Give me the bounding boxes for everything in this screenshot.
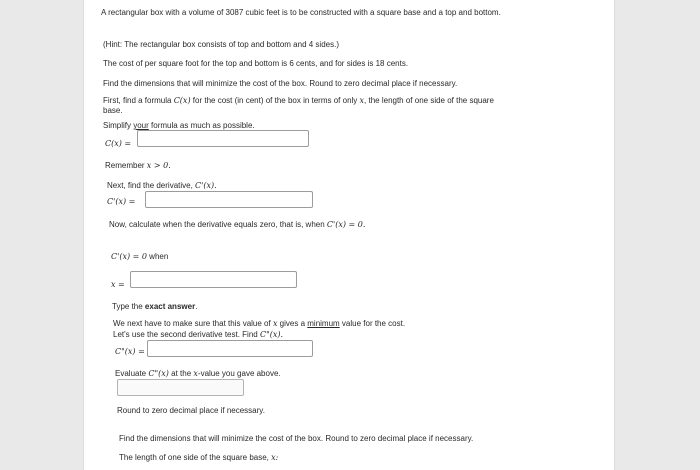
critical-x-label: x =	[111, 280, 125, 289]
round-note: Round to zero decimal place if necessary.	[117, 406, 265, 415]
remember-note: Remember x > 0.	[105, 161, 171, 170]
problem-cost: The cost of per square foot for the top and bottom is 6 cents, and for sides is 18 cents.	[103, 59, 409, 68]
step5-instruction: Evaluate C"(x) at the x-value you gave above.	[115, 369, 281, 378]
side-length-label: The length of one side of the square base, x:	[119, 453, 279, 462]
step1-simplify-note: Simplify your formula as much as possible.	[103, 121, 255, 130]
second-derivative-value-input[interactable]	[117, 379, 244, 396]
second-derivative-label: C"(x) =	[115, 347, 145, 356]
step1-instruction: First, find a formula C(x) for the cost (in cent) of the box in terms of only x, the length of one side of the square base.	[103, 96, 494, 115]
problem-sheet	[83, 0, 615, 470]
derivative-zero-label: C'(x) = 0 when	[111, 252, 169, 261]
problem-hint: (Hint: The rectangular box consists of top and bottom and 4 sides.)	[103, 40, 339, 49]
step4-instruction-line2: Let's use the second derivative test. Find C"(x).	[113, 330, 284, 339]
step6-task: Find the dimensions that will minimize the cost of the box. Round to zero decimal place if necessary.	[119, 434, 474, 443]
problem-task: Find the dimensions that will minimize the cost of the box. Round to zero decimal place if necessary.	[103, 79, 458, 88]
step2-instruction: Next, find the derivative, C'(x).	[107, 181, 217, 190]
derivative-label: C'(x) =	[107, 197, 136, 206]
problem-intro: A rectangular box with a volume of 3087 cubic feet is to be constructed with a square base and a top and bottom.	[101, 8, 501, 17]
step4-instruction-line1: We next have to make sure that this value of x gives a minimum value for the cost.	[113, 319, 406, 328]
cost-formula-label: C(x) =	[105, 139, 132, 148]
second-derivative-input[interactable]	[147, 340, 313, 357]
derivative-input[interactable]	[145, 191, 313, 208]
critical-x-input[interactable]	[130, 271, 297, 288]
step3-instruction: Now, calculate when the derivative equals zero, that is, when C'(x) = 0.	[109, 220, 366, 229]
exact-answer-note: Type the exact answer.	[112, 302, 198, 311]
cost-formula-input[interactable]	[137, 130, 309, 147]
